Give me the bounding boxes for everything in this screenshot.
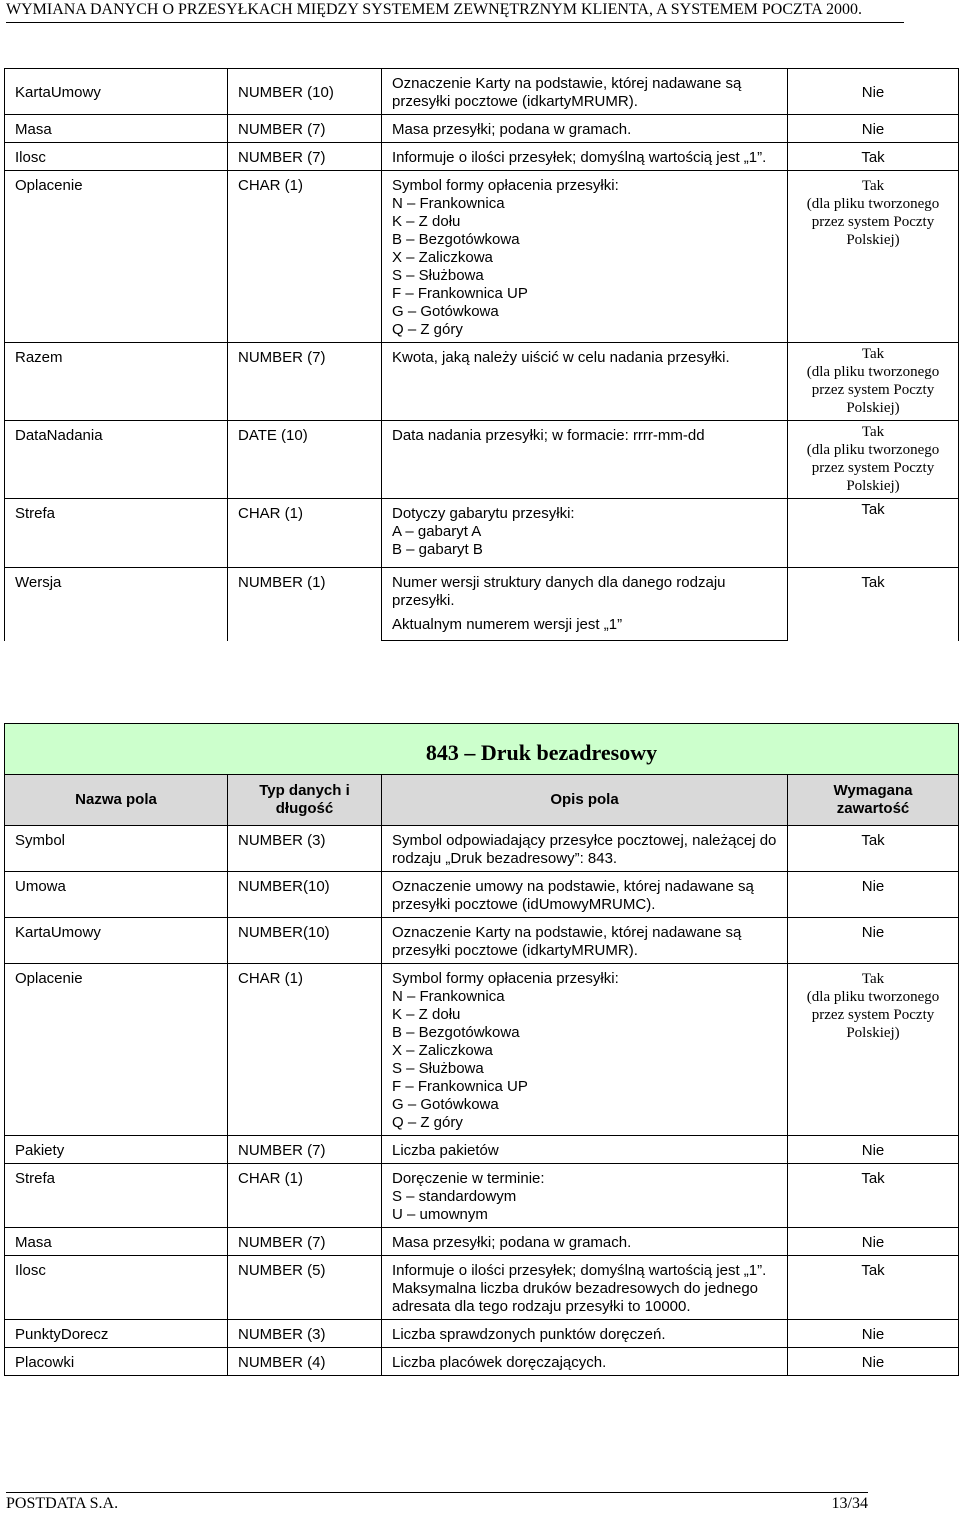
field-description: Dotyczy gabarytu przesyłki: A – gabaryt A B – gabaryt B [382,499,788,568]
field-name: Masa [5,1228,228,1256]
field-type: NUMBER(10) [228,872,382,918]
table-row [5,1320,959,1348]
field-required: Nie [788,1348,959,1376]
table-row [5,343,959,421]
field-required: Tak (dla pliku tworzonego przez system Poczty Polskiej) [788,343,959,421]
field-type: NUMBER (4) [228,1348,382,1376]
field-type: NUMBER (7) [228,1228,382,1256]
table-row [5,964,959,1136]
field-description: Symbol formy opłacenia przesyłki: N – Frankownica K – Z dołu B – Bezgotówkowa X – Zaliczkowa S – Służbowa F – Frankownica UP G – Gotówkowa Q – Z góry [382,171,788,343]
table-row [5,568,959,611]
field-name: Wersja [5,568,228,641]
field-type: NUMBER (7) [228,143,382,171]
field-type: NUMBER(10) [228,918,382,964]
field-name: Razem [5,343,228,421]
field-description: Symbol odpowiadający przesyłce pocztowej, należącej do rodzaju „Druk bezadresowy”: 843. [382,826,788,872]
field-description: Oznaczenie Karty na podstawie, której nadawane są przesyłki pocztowe (idkartyMRUMR). [382,918,788,964]
field-required: Tak [788,1164,959,1228]
table-header-row [5,775,959,826]
field-name: Oplacenie [5,171,228,343]
field-type: NUMBER (5) [228,1256,382,1320]
field-required: Tak [788,568,959,641]
field-required: Nie [788,1228,959,1256]
field-required: Tak [788,826,959,872]
table-row [5,115,959,143]
field-type: CHAR (1) [228,964,382,1136]
field-type: NUMBER (3) [228,1320,382,1348]
field-type: CHAR (1) [228,499,382,568]
table-row [5,421,959,499]
field-type: DATE (10) [228,421,382,499]
table-row [5,171,959,343]
field-description: Informuje o ilości przesyłek; domyślną wartością jest „1”. Maksymalna liczba druków bezadresowych do jednego adresata dla tego rodzaju przesyłki to 10000. [382,1256,788,1320]
page-number: 13/34 [831,1495,868,1512]
field-name: Strefa [5,1164,228,1228]
field-type: CHAR (1) [228,1164,382,1228]
field-description: Data nadania przesyłki; w formacie: rrrr-mm-dd [382,421,788,499]
field-type: NUMBER (7) [228,1136,382,1164]
field-name: DataNadania [5,421,228,499]
field-required: Nie [788,918,959,964]
document-title: WYMIANA DANYCH O PRZESYŁKACH MIĘDZY SYSTEMEM ZEWNĘTRZNYM KLIENTA, A SYSTEMEM POCZTA 2000. [6,1,862,18]
field-name: Placowki [5,1348,228,1376]
field-description: Informuje o ilości przesyłek; domyślną wartością jest „1”. [382,143,788,171]
field-description: Numer wersji struktury danych dla danego rodzaju przesyłki. [382,568,788,611]
table-row [5,499,959,568]
field-name: Oplacenie [5,964,228,1136]
column-header-type: Typ danych i długość [228,775,382,826]
table-row [5,143,959,171]
table-row [5,918,959,964]
table-row [5,1256,959,1320]
company-name: POSTDATA S.A. [6,1495,119,1512]
field-description: Kwota, jaką należy uiścić w celu nadania przesyłki. [382,343,788,421]
table-row [5,1164,959,1228]
field-description: Masa przesyłki; podana w gramach. [382,115,788,143]
field-description: Liczba pakietów [382,1136,788,1164]
field-name: Umowa [5,872,228,918]
table-row [5,872,959,918]
field-required: Nie [788,69,959,115]
page-header [6,0,904,23]
field-name: KartaUmowy [5,918,228,964]
field-description: Liczba sprawdzonych punktów doręczeń. [382,1320,788,1348]
fields-table-druk-bezadresowy [4,723,959,1376]
field-required: Tak [788,499,959,568]
field-type: NUMBER (10) [228,69,382,115]
field-required: Nie [788,115,959,143]
column-header-description: Opis pola [382,775,788,826]
field-description: Doręczenie w terminie: S – standardowym U – umownym [382,1164,788,1228]
field-type: NUMBER (7) [228,115,382,143]
field-name: Pakiety [5,1136,228,1164]
field-required: Tak (dla pliku tworzonego przez system Poczty Polskiej) [788,421,959,499]
field-required: Tak (dla pliku tworzonego przez system Poczty Polskiej) [788,964,959,1136]
column-header-name: Nazwa pola [5,775,228,826]
field-name: Masa [5,115,228,143]
field-description: Liczba placówek doręczających. [382,1348,788,1376]
field-required: Nie [788,1320,959,1348]
field-type: NUMBER (3) [228,826,382,872]
field-name: Ilosc [5,1256,228,1320]
field-description: Masa przesyłki; podana w gramach. [382,1228,788,1256]
fields-table-continued [4,68,959,641]
table-title-row [5,724,959,775]
table-row [5,826,959,872]
field-required: Nie [788,1136,959,1164]
table-row [5,69,959,115]
field-type: NUMBER (1) [228,568,382,641]
field-name: Symbol [5,826,228,872]
field-description: Oznaczenie umowy na podstawie, której nadawane są przesyłki pocztowe (idUmowyMRUMC). [382,872,788,918]
table-row [5,1136,959,1164]
table-row [5,1228,959,1256]
column-header-required: Wymagana zawartość [788,775,959,826]
field-name: PunktyDorecz [5,1320,228,1348]
section-title: 843 – Druk bezadresowy [5,724,959,775]
table-row [5,1348,959,1376]
field-name: Strefa [5,499,228,568]
field-required: Tak (dla pliku tworzonego przez system Poczty Polskiej) [788,171,959,343]
field-description-note: Aktualnym numerem wersji jest „1” [382,610,788,641]
field-required: Tak [788,143,959,171]
field-name: KartaUmowy [5,69,228,115]
field-type: CHAR (1) [228,171,382,343]
page-footer [6,1492,868,1517]
field-type: NUMBER (7) [228,343,382,421]
field-required: Nie [788,872,959,918]
field-description: Oznaczenie Karty na podstawie, której nadawane są przesyłki pocztowe (idkartyMRUMR). [382,69,788,115]
field-required: Tak [788,1256,959,1320]
field-name: Ilosc [5,143,228,171]
field-description: Symbol formy opłacenia przesyłki: N – Frankownica K – Z dołu B – Bezgotówkowa X – Zaliczkowa S – Służbowa F – Frankownica UP G – Gotówkowa Q – Z góry [382,964,788,1136]
